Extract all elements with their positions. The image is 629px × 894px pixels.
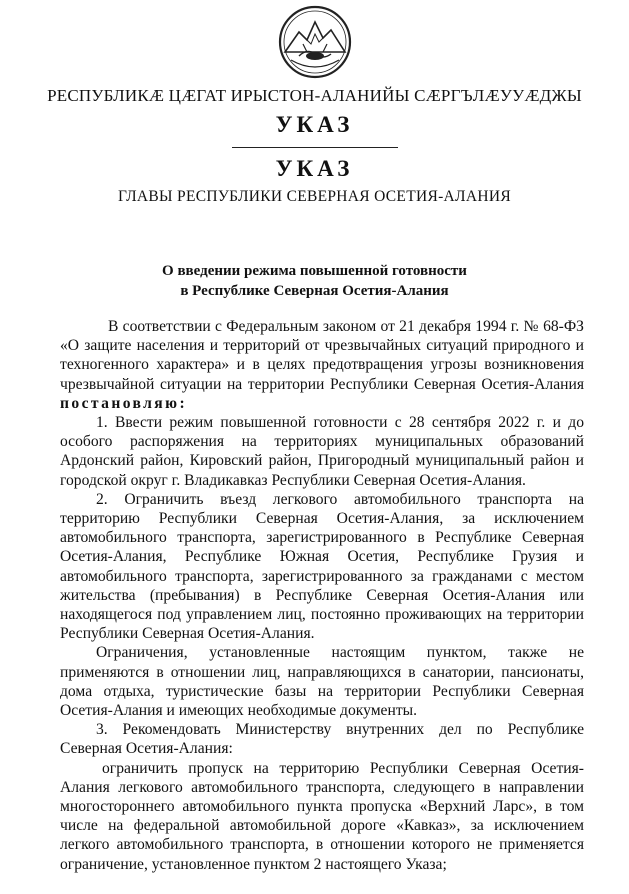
header-divider [232,147,398,148]
item-1-paragraph: 1. Ввести режим повышенной готовности с 28 сентября 2022 г. и до особого распоряжения на территориях муниципальных образований Ардонский район, Кировский район, Пригородный муниципальный район и городской округ г. Владикавказ Республики Северная Осетия-Алания. [60,414,584,489]
item-3-paragraph: 3. Рекомендовать Министерству внутренних дел по Республике Северная Осетия-Алания: [60,721,584,758]
item-2-note-paragraph: Ограничения, установленные настоящим пунктом, также не применяются в отношении лиц, направляющихся в санатории, пансионаты, дома отдыха, туристические базы на территории Республики Северная Осетия-Алания и имеющих необходимые документы. [60,644,584,720]
preamble-text: В соответствии с Федеральным законом от 21 декабря 1994 г. № 68-ФЗ «О защите населения и территорий от чрезвычайных ситуаций природного и техногенного характера» и в целях предотвращения угрозы возникновения чрезвычайной ситуации на территории Республики Северная Осетия-Алания [60,318,584,393]
header-ossetian: РЕСПУБЛИКӔ ЦӔГАТ ИРЫСТОН-АЛАНИЙЫ СӔРГЪЛӔУУӔДЖЫ [47,86,582,105]
decree-title-line: в Республике Северная Осетия-Алания [180,283,449,299]
decree-title-line: О введении режима повышенной готовности [162,263,467,279]
header-russian: ГЛАВЫ РЕСПУБЛИКИ СЕВЕРНАЯ ОСЕТИЯ-АЛАНИЯ [118,188,511,205]
item-2-paragraph: 2. Ограничить въезд легкового автомобильного транспорта на территорию Республики Северная Осетия-Алания, за исключением автомобильного транспорта, зарегистрированного в Республике Северная Осетия-Алания, Республике Южная Осетия, Республике Грузия и автомобильного транспорта, зарегистрированного за гражданами с местом жительства (пребывания) в Республике Северная Осетия-Алания или находящегося под управлением лиц, постоянно проживающих на территории Республики Северная Осетия-Алания. [60,490,584,643]
item-3-sub-paragraph: ограничить пропуск на территорию Республики Северная Осетия-Алания легкового автомобильного транспорта, следующего в направлении многостороннего автомобильного пункта пропуска «Верхний Ларс», в том числе на федеральной автомобильной дороге «Кавказ», за исключением легкого автомобильного транспорта, в отношении которого не применяется ограничение, установленное пунктом 2 настоящего Указа; [60,759,584,873]
coat-of-arms-emblem [277,4,353,80]
decree-heading-ossetian: УКАЗ [275,112,354,137]
decree-body [60,317,584,874]
decree-word: постановляю: [60,394,188,412]
decree-title [0,261,629,301]
preamble-paragraph [60,317,584,413]
decree-heading-russian: УКАЗ [275,156,354,181]
